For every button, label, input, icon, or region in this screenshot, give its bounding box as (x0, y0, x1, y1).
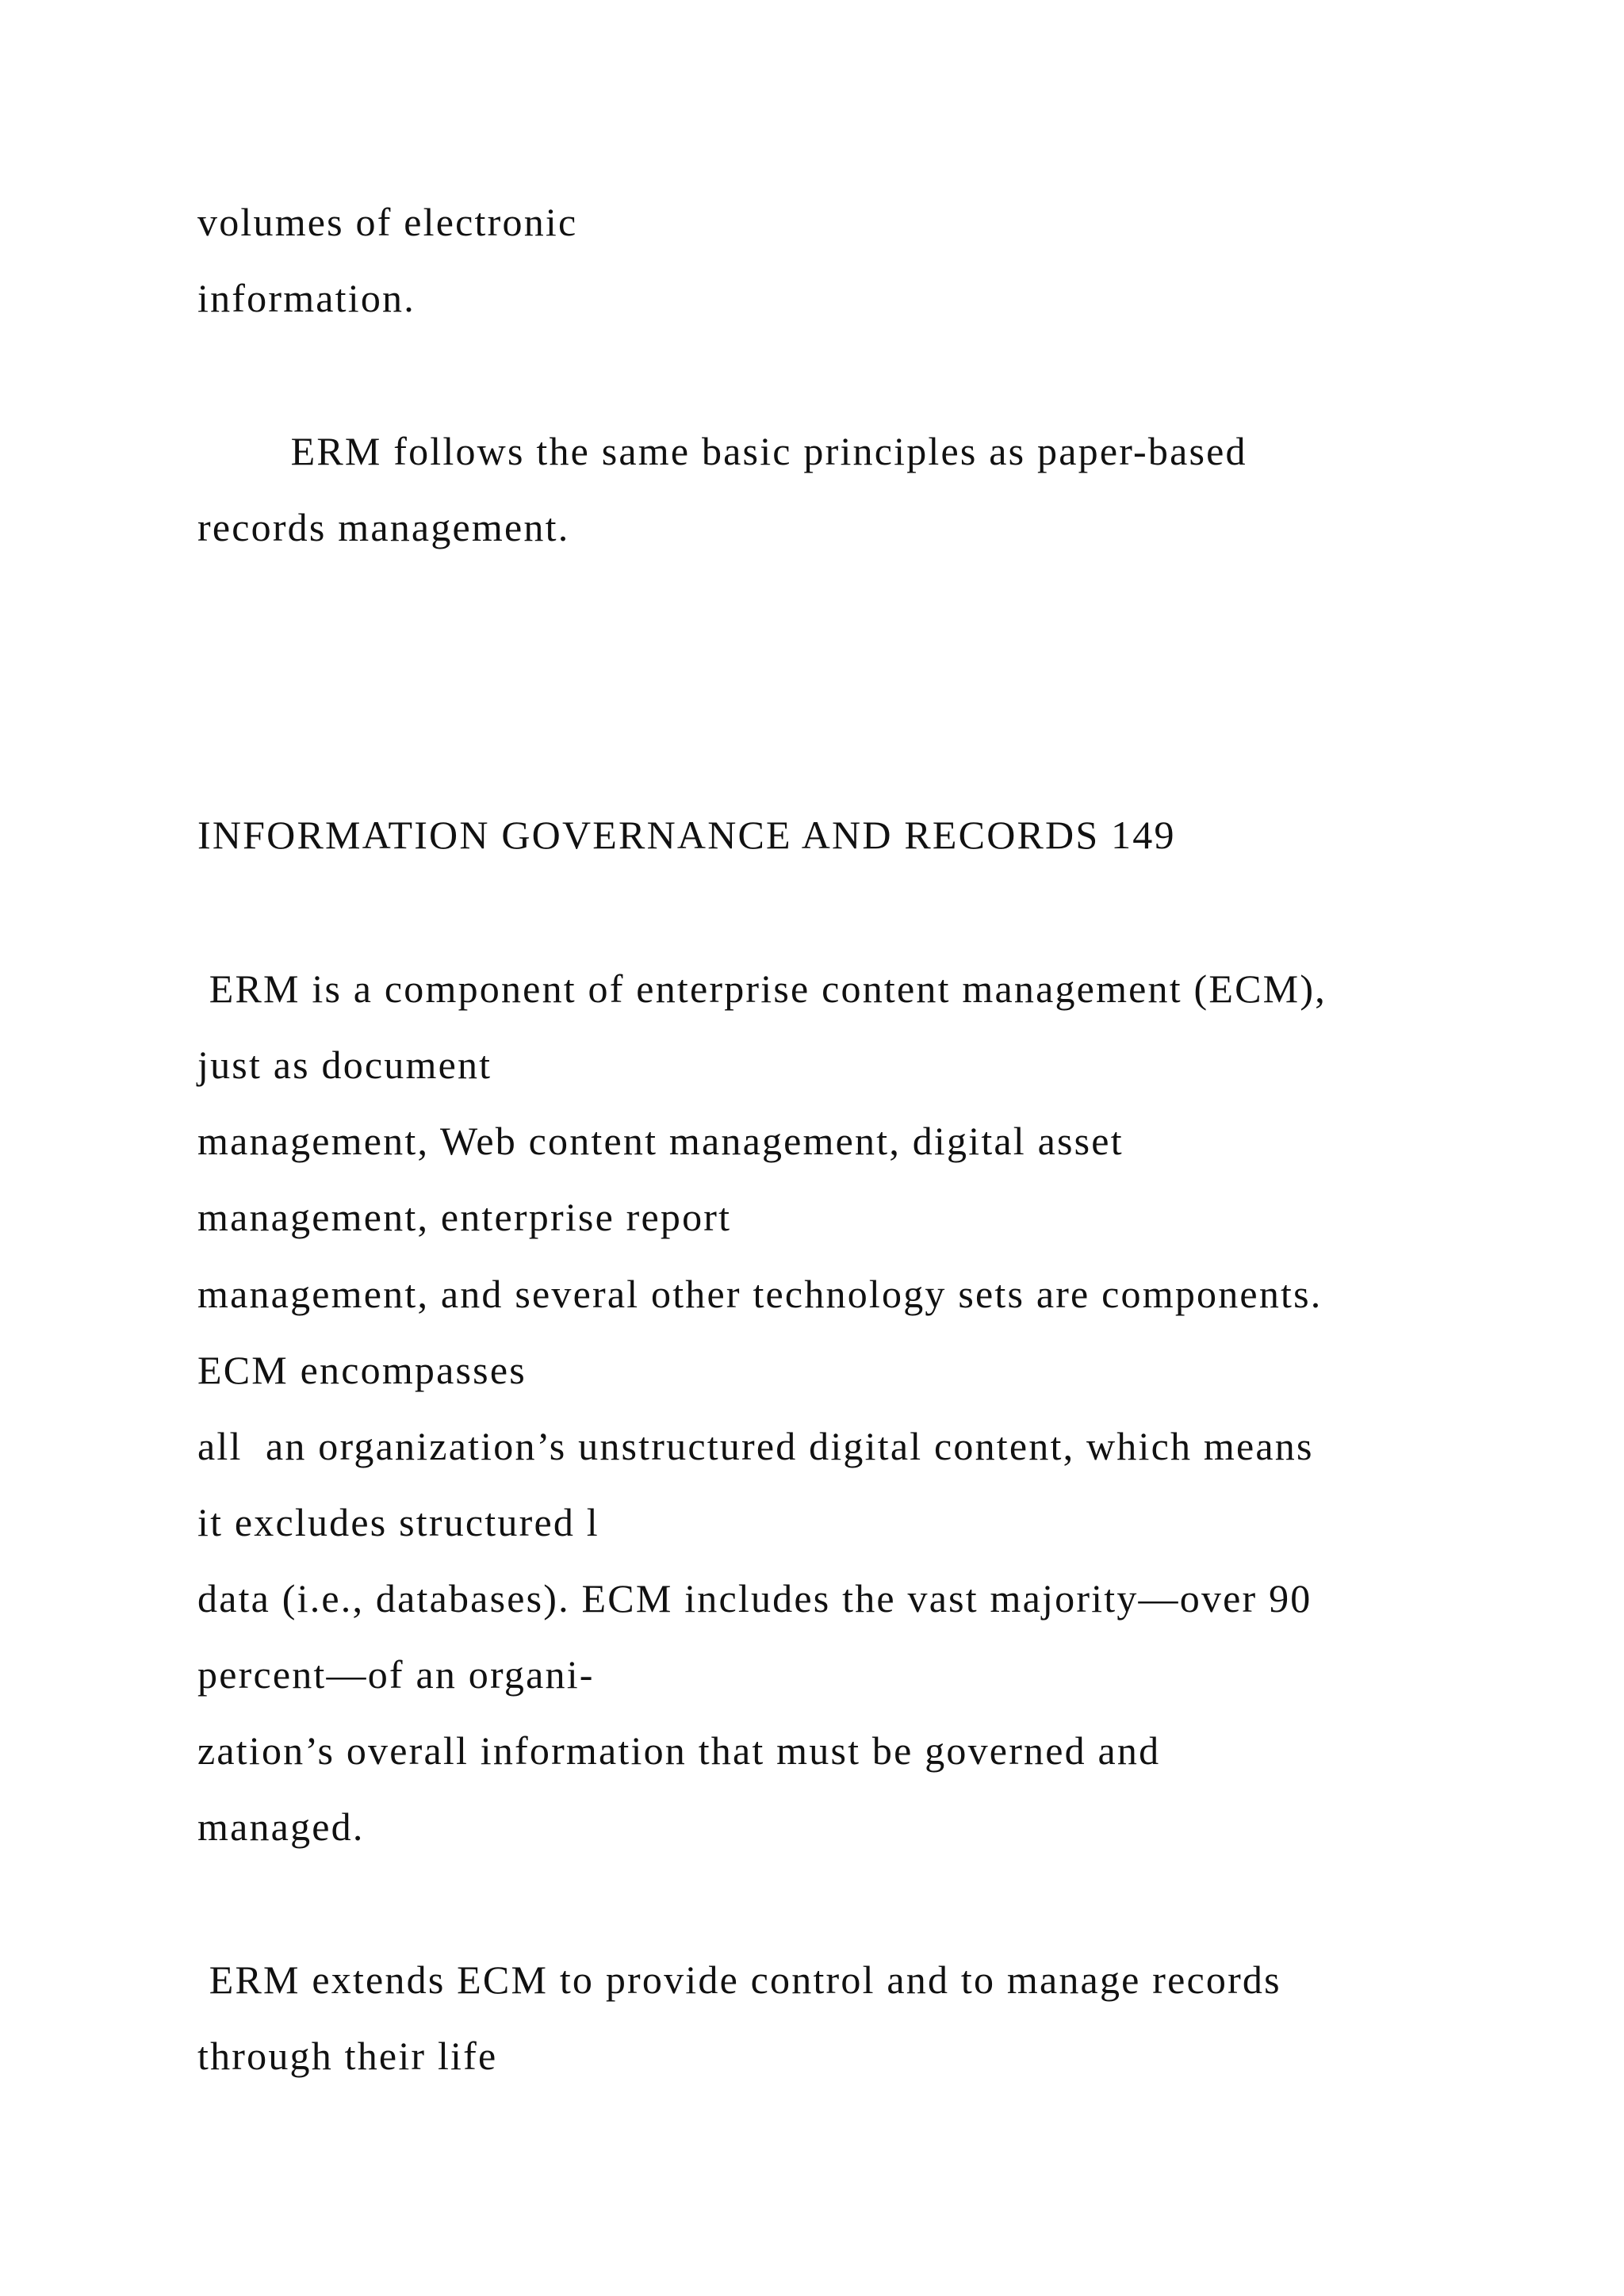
text-line-12: all an organization’s unstructured digital content, which means (197, 1424, 1314, 1468)
section-heading: INFORMATION GOVERNANCE AND RECORDS 149 (197, 813, 1176, 857)
text-line-4: records management. (197, 505, 570, 549)
text-line-10: management, and several other technology sets are components. (197, 1272, 1323, 1316)
text-line-14: data (i.e., databases). ECM includes the vast majority—over 90 (197, 1576, 1312, 1621)
text-line-7: just as document (197, 1043, 492, 1087)
text-line-1: volumes of electronic (197, 200, 578, 244)
text-line-3: ERM follows the same basic principles as paper-based (197, 429, 1247, 473)
text-line-13: it excludes structured l (197, 1500, 599, 1544)
text-line-9: management, enterprise report (197, 1195, 732, 1239)
text-line-17: managed. (197, 1804, 365, 1849)
text-line-2: information. (197, 276, 416, 320)
text-line-18: ERM extends ECM to provide control and to manage records (197, 1957, 1281, 2002)
text-line-15: percent—of an organi- (197, 1652, 595, 1697)
text-line-6: ERM is a component of enterprise content management (ECM), (197, 966, 1327, 1011)
text-line-16: zation’s overall information that must be governed and (197, 1728, 1161, 1773)
text-line-19: through their life (197, 2034, 498, 2078)
text-line-8: management, Web content management, digital asset (197, 1119, 1124, 1163)
text-line-11: ECM encompasses (197, 1348, 527, 1392)
